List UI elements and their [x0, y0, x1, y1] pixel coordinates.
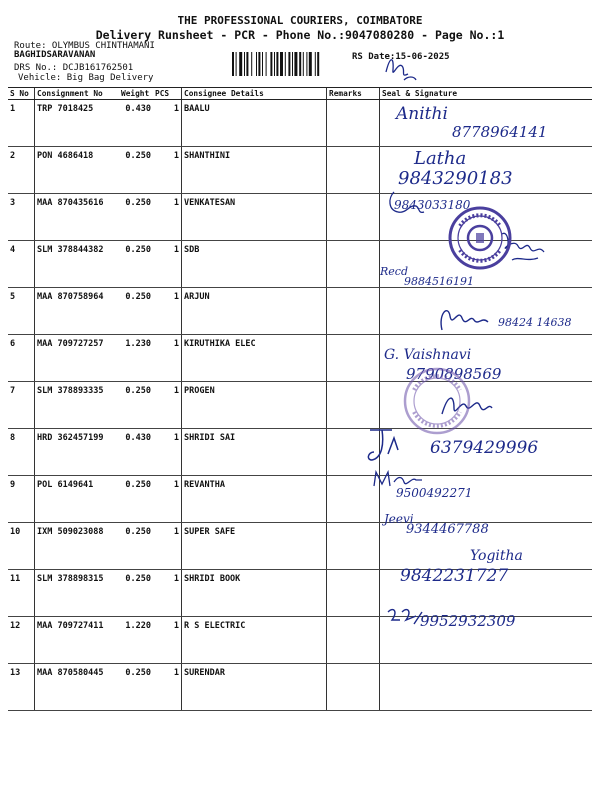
col-consignment: Consignment No — [35, 88, 120, 100]
row-pcs: 1 — [153, 100, 182, 147]
row-sno: 12 — [8, 617, 35, 664]
row-sno: 9 — [8, 476, 35, 523]
row-remarks — [327, 194, 380, 241]
row-consignee: R S ELECTRIC — [182, 617, 327, 664]
row-pcs: 1 — [153, 194, 182, 241]
row-sno: 8 — [8, 429, 35, 476]
col-weight: Weight — [119, 88, 153, 100]
row-weight: 0.250 — [119, 664, 153, 711]
row-consignment-no: MAA 870758964 — [35, 288, 120, 335]
row-pcs: 1 — [153, 288, 182, 335]
table-row — [8, 335, 592, 382]
row-remarks — [327, 147, 380, 194]
row-consignee: BAALU — [182, 100, 327, 147]
table-row — [8, 382, 592, 429]
col-sno: S No — [8, 88, 35, 100]
table-row — [8, 100, 592, 147]
handwritten-note-row5: Recd — [380, 265, 408, 278]
col-consignee: Consignee Details — [182, 88, 327, 100]
row-consignee: SHRIDI SAI — [182, 429, 327, 476]
row-sno: 3 — [8, 194, 35, 241]
row-sno: 13 — [8, 664, 35, 711]
table-row — [8, 147, 592, 194]
col-seal: Seal & Signature — [380, 88, 593, 100]
handwritten-name-row11: Jeevi — [384, 512, 414, 526]
row-consignee: SHANTHINI — [182, 147, 327, 194]
row-consignment-no: MAA 709727411 — [35, 617, 120, 664]
row-pcs: 1 — [153, 429, 182, 476]
table-row — [8, 429, 592, 476]
row-consignee: SURENDAR — [182, 664, 327, 711]
handwritten-phone-row3: 9843033180 — [394, 198, 471, 212]
row-consignee: SDB — [182, 241, 327, 288]
handwritten-phone-row10: 9500492271 — [396, 486, 473, 500]
row-pcs: 1 — [153, 570, 182, 617]
row-consignee: REVANTHA — [182, 476, 327, 523]
col-pcs: PCS — [153, 88, 182, 100]
row-remarks — [327, 382, 380, 429]
handwritten-phone-row9: 6379429996 — [430, 438, 539, 458]
handwritten-phone-row2: 9843290183 — [398, 168, 513, 189]
row-remarks — [327, 241, 380, 288]
row-pcs: 1 — [153, 147, 182, 194]
row-weight: 0.250 — [119, 241, 153, 288]
staff-name: BAGHIDSARAVANAN — [14, 50, 96, 60]
row-pcs: 1 — [153, 617, 182, 664]
row-weight: 1.220 — [119, 617, 153, 664]
handwritten-name-row1: Anithi — [396, 104, 448, 124]
handwritten-name-row12: Yogitha — [470, 548, 523, 564]
row-pcs: 1 — [153, 664, 182, 711]
row-pcs: 1 — [153, 476, 182, 523]
row-seal-signature — [380, 147, 593, 194]
row-weight: 0.250 — [119, 147, 153, 194]
handwritten-name-row2: Latha — [414, 148, 467, 169]
row-remarks — [327, 570, 380, 617]
row-remarks — [327, 664, 380, 711]
row-consignment-no: MAA 870435616 — [35, 194, 120, 241]
row-consignment-no: TRP 7018425 — [35, 100, 120, 147]
row-remarks — [327, 617, 380, 664]
row-consignee: SUPER SAFE — [182, 523, 327, 570]
table-row — [8, 523, 592, 570]
table-row — [8, 476, 592, 523]
row-weight: 0.250 — [119, 476, 153, 523]
row-seal-signature — [380, 664, 593, 711]
row-remarks — [327, 523, 380, 570]
row-pcs: 1 — [153, 335, 182, 382]
row-consignment-no: IXM 509023088 — [35, 523, 120, 570]
row-weight: 0.250 — [119, 288, 153, 335]
row-weight: 0.250 — [119, 382, 153, 429]
document-subtitle: Delivery Runsheet - PCR - Phone No.:9047080280 - Page No.:1 — [95, 28, 505, 42]
row-seal-signature — [380, 100, 593, 147]
row-sno: 2 — [8, 147, 35, 194]
handwritten-phone-row5: 9884516191 — [404, 275, 474, 288]
row-sno: 7 — [8, 382, 35, 429]
document-title: THE PROFESSIONAL COURIERS, COIMBATORE — [177, 14, 423, 27]
row-weight: 0.250 — [119, 194, 153, 241]
signature-row13 — [384, 604, 424, 628]
handwritten-phone-row1: 8778964141 — [452, 123, 548, 141]
row-remarks — [327, 288, 380, 335]
row-remarks — [327, 335, 380, 382]
row-consignment-no: PON 4686418 — [35, 147, 120, 194]
table-row — [8, 570, 592, 617]
signature-row6 — [434, 300, 494, 340]
row-consignment-no: MAA 709727257 — [35, 335, 120, 382]
row-sno: 4 — [8, 241, 35, 288]
vehicle-label: Vehicle: Big Bag Delivery — [18, 73, 154, 83]
handwritten-name-row7: G. Vaishnavi — [384, 347, 472, 363]
row-consignment-no: POL 6149641 — [35, 476, 120, 523]
row-consignee: ARJUN — [182, 288, 327, 335]
rs-date: RS Date:15-06-2025 — [352, 52, 450, 62]
row-consignment-no: SLM 378898315 — [35, 570, 120, 617]
handwritten-phone-row6: 98424 14638 — [498, 316, 572, 329]
barcode-image — [232, 52, 348, 76]
signature-row3 — [386, 188, 426, 218]
row-consignment-no: SLM 378844382 — [35, 241, 120, 288]
row-consignee: PROGEN — [182, 382, 327, 429]
row-weight: 0.430 — [119, 429, 153, 476]
row-remarks — [327, 100, 380, 147]
seal-stamp-row8 — [402, 366, 472, 436]
row-sno: 1 — [8, 100, 35, 147]
row-pcs: 1 — [153, 523, 182, 570]
row-consignment-no: SLM 378893335 — [35, 382, 120, 429]
handwritten-phone-row12: 9842231727 — [400, 566, 509, 586]
row-consignee: KIRUTHIKA ELEC — [182, 335, 327, 382]
row-consignment-no: MAA 870580445 — [35, 664, 120, 711]
row-weight: 0.430 — [119, 100, 153, 147]
drs-number: DRS No.: DCJB161762501 — [14, 63, 134, 73]
row-sno: 11 — [8, 570, 35, 617]
rs-signature-scribble — [380, 52, 420, 84]
row-consignment-no: HRD 362457199 — [35, 429, 120, 476]
row-consignee: SHRIDI BOOK — [182, 570, 327, 617]
row-weight: 0.250 — [119, 523, 153, 570]
row-consignee: VENKATESAN — [182, 194, 327, 241]
row-weight: 0.250 — [119, 570, 153, 617]
row-pcs: 1 — [153, 382, 182, 429]
row-pcs: 1 — [153, 241, 182, 288]
row-sno: 10 — [8, 523, 35, 570]
row-seal-signature — [380, 523, 593, 570]
table-row — [8, 664, 592, 711]
handwritten-phone-row11: 9344467788 — [406, 522, 489, 537]
signature-row10 — [370, 468, 426, 490]
table-row — [8, 288, 592, 335]
col-remarks: Remarks — [327, 88, 380, 100]
row-weight: 1.230 — [119, 335, 153, 382]
table-header-row — [8, 88, 592, 100]
handwritten-phone-row7: 9790898569 — [406, 365, 502, 383]
handwritten-phone-row13: 9952932309 — [420, 612, 516, 630]
row-sno: 6 — [8, 335, 35, 382]
table-row — [8, 617, 592, 664]
row-sno: 5 — [8, 288, 35, 335]
route-label: Route: OLYMBUS CHINTHAMANI — [14, 41, 155, 51]
runsheet-table — [8, 87, 592, 711]
seal-stamp-row4 — [448, 206, 512, 270]
